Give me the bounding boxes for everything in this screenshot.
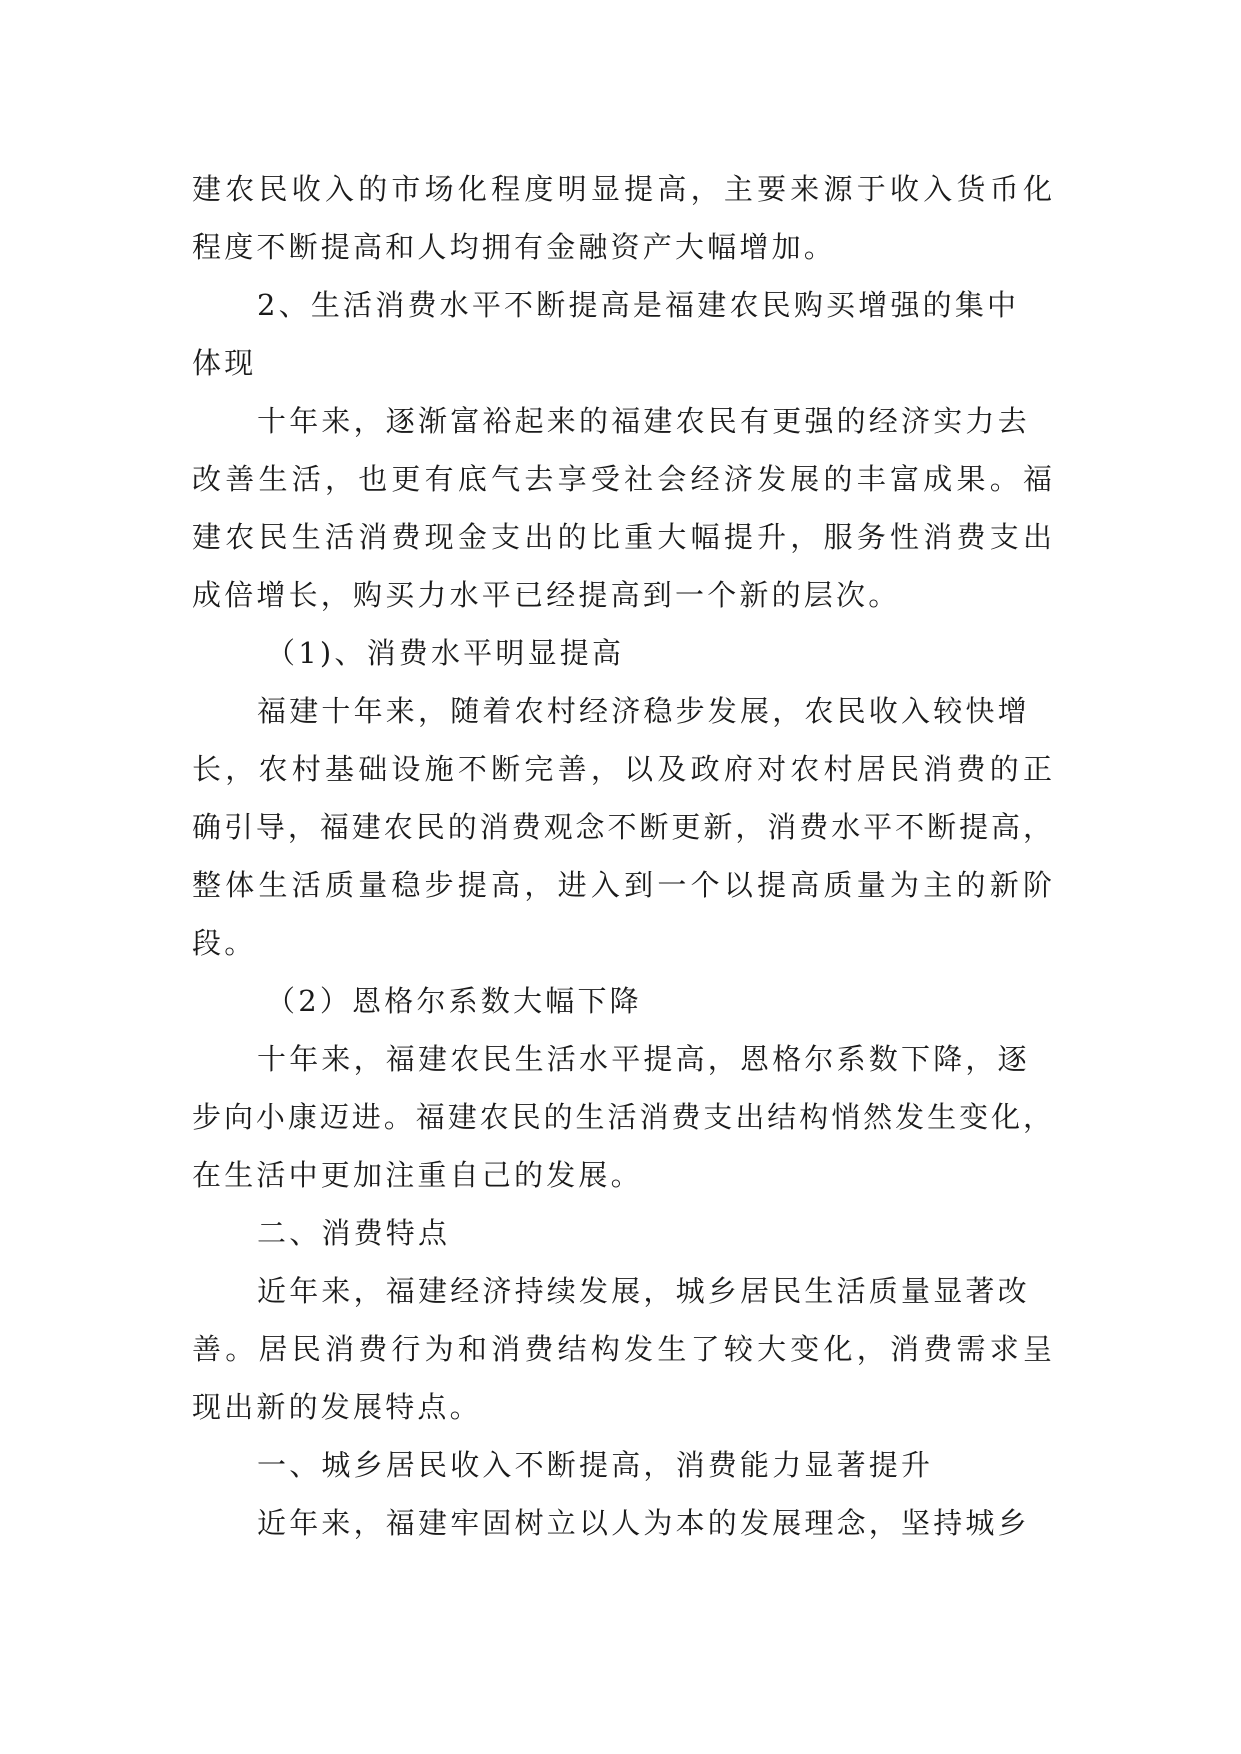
paragraph-line: 建农民收入的市场化程度明显提高，主要来源于收入货币化 (192, 172, 1052, 206)
paragraph-line: 建农民生活消费现金支出的比重大幅提升，服务性消费支出 (192, 520, 1052, 554)
section-heading-line: 体现 (192, 346, 257, 380)
paragraph-line: 善。居民消费行为和消费结构发生了较大变化，消费需求呈 (192, 1332, 1052, 1366)
paragraph-line: 十年来，福建农民生活水平提高，恩格尔系数下降，逐 (257, 1042, 1030, 1076)
paragraph-line: 近年来，福建牢固树立以人为本的发展理念，坚持城乡 (257, 1506, 1030, 1540)
paragraph-line: 长，农村基础设施不断完善，以及政府对农村居民消费的正 (192, 752, 1052, 786)
paragraph-line: 段。 (192, 926, 257, 960)
paragraph-line: 十年来，逐渐富裕起来的福建农民有更强的经济实力去 (257, 404, 1030, 438)
paragraph-line: 成倍增长，购买力水平已经提高到一个新的层次。 (192, 578, 901, 612)
section-heading-line: 2、生活消费水平不断提高是福建农民购买增强的集中 (257, 288, 1020, 322)
section-heading: 一、城乡居民收入不断提高，消费能力显著提升 (257, 1448, 934, 1482)
subsection-heading: （2）恩格尔系数大幅下降 (266, 984, 642, 1018)
paragraph-line: 程度不断提高和人均拥有金融资产大幅增加。 (192, 230, 837, 264)
paragraph-line: 在生活中更加注重自己的发展。 (192, 1158, 643, 1192)
paragraph-line: 现出新的发展特点。 (192, 1390, 482, 1424)
document-body (192, 160, 1052, 1552)
paragraph-line: 确引导，福建农民的消费观念不断更新，消费水平不断提高， (192, 810, 1052, 844)
paragraph-line: 福建十年来，随着农村经济稳步发展，农民收入较快增 (257, 694, 1030, 728)
paragraph-line: 改善生活，也更有底气去享受社会经济发展的丰富成果。福 (192, 462, 1052, 496)
paragraph-line: 整体生活质量稳步提高，进入到一个以提高质量为主的新阶 (192, 868, 1052, 902)
section-heading: 二、消费特点 (257, 1216, 451, 1250)
paragraph-line: 步向小康迈进。福建农民的生活消费支出结构悄然发生变化， (192, 1100, 1052, 1134)
paragraph-line: 近年来，福建经济持续发展，城乡居民生活质量显著改 (257, 1274, 1030, 1308)
subsection-heading: （1)、消费水平明显提高 (266, 636, 625, 670)
